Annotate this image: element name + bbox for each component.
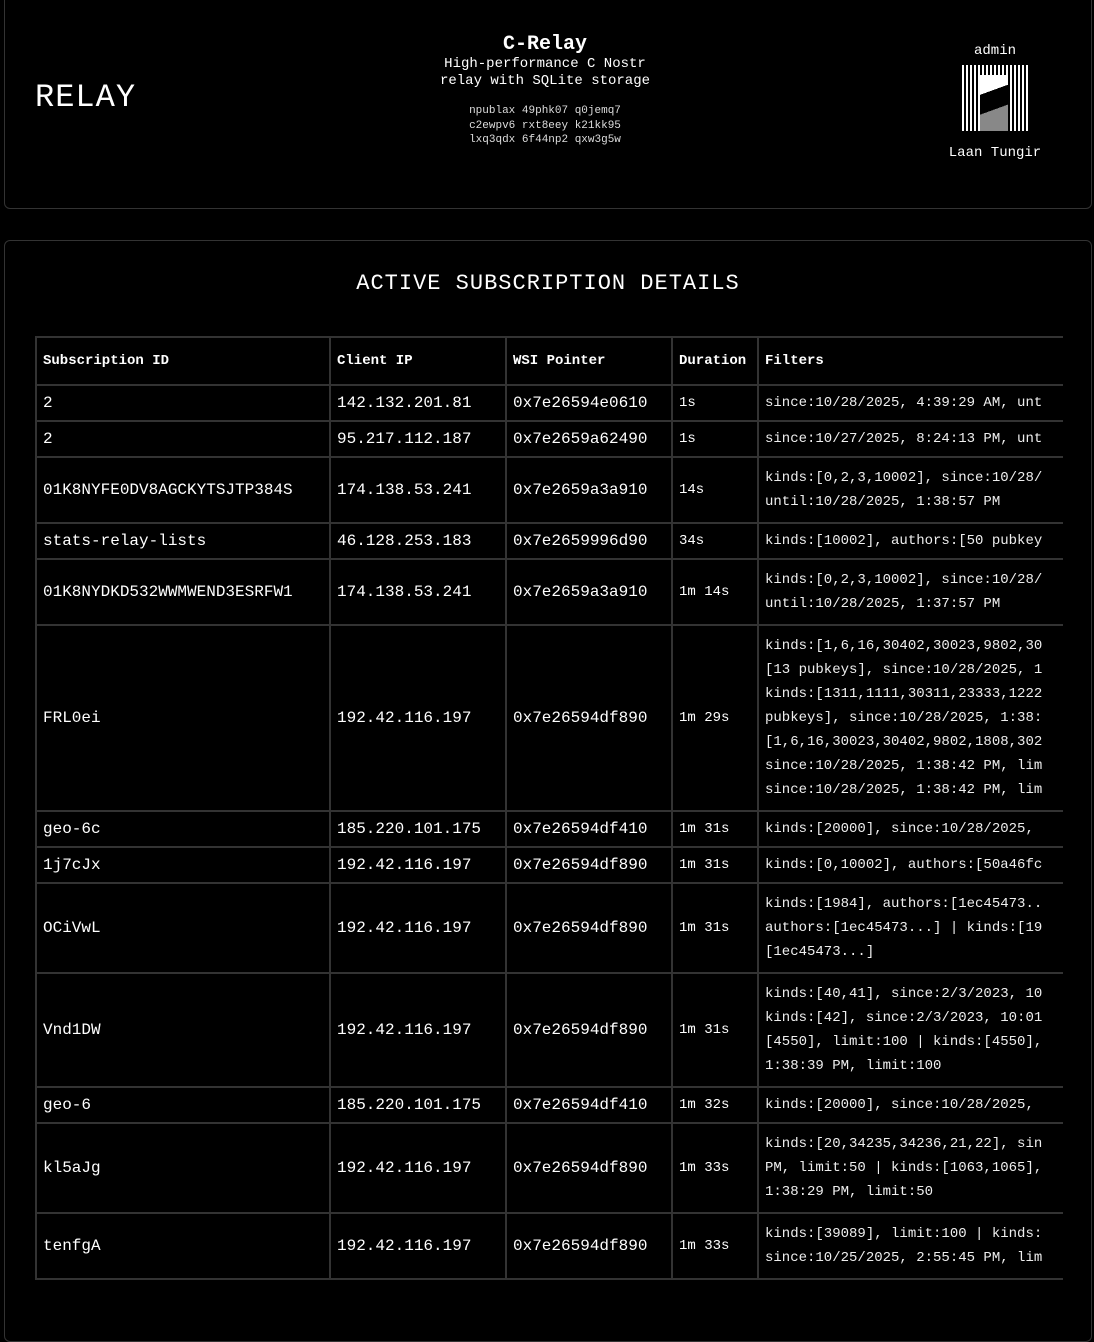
wsi-pointer: 0x7e26594df890 — [506, 1123, 672, 1213]
npub-line: npublax 49phk07 q0jemq7 — [469, 105, 621, 117]
filter-line: since:10/28/2025, 1:38:42 PM, lim — [765, 782, 1043, 798]
filter-line: kinds:[1984], authors:[1ec45473.. — [765, 896, 1043, 912]
filter-line: [13 pubkeys], since:10/28/2025, 1 — [765, 662, 1043, 678]
subscription-id: 2 — [36, 385, 330, 421]
filters — [758, 625, 1063, 811]
subscription-id: Vnd1DW — [36, 973, 330, 1087]
wsi-pointer: 0x7e26594df410 — [506, 1087, 672, 1123]
duration: 1m 14s — [672, 559, 758, 625]
relay-npub — [391, 104, 699, 148]
client-ip: 192.42.116.197 — [330, 883, 506, 973]
filter-line: kinds:[20,34235,34236,21,22], sin — [765, 1136, 1043, 1152]
wsi-pointer: 0x7e26594df890 — [506, 883, 672, 973]
duration: 1m 31s — [672, 847, 758, 883]
filter-line: kinds:[40,41], since:2/3/2023, 10 — [765, 986, 1043, 1002]
filter-line: until:10/28/2025, 1:38:57 PM — [765, 494, 1001, 510]
filters — [758, 421, 1063, 457]
filter-line: authors:[1ec45473...] | kinds:[19 — [765, 920, 1043, 936]
duration: 1m 29s — [672, 625, 758, 811]
wsi-pointer: 0x7e26594e0610 — [506, 385, 672, 421]
filters — [758, 385, 1063, 421]
header-panel — [4, 0, 1092, 209]
filter-line: [4550], limit:100 | kinds:[4550], — [765, 1034, 1043, 1050]
client-ip: 142.132.201.81 — [330, 385, 506, 421]
table-row — [36, 883, 1063, 973]
filter-line: kinds:[0,10002], authors:[50a46fc — [765, 857, 1043, 873]
filters — [758, 811, 1063, 847]
wsi-pointer: 0x7e26594df890 — [506, 625, 672, 811]
filter-line: until:10/28/2025, 1:37:57 PM — [765, 596, 1001, 612]
relay-logo: RELAY — [35, 79, 137, 116]
filter-line: kinds:[20000], since:10/28/2025, — [765, 821, 1034, 837]
wsi-pointer: 0x7e2659a3a910 — [506, 559, 672, 625]
subscription-id: FRL0ei — [36, 625, 330, 811]
duration: 1m 33s — [672, 1213, 758, 1279]
filter-line: [1ec45473...] — [765, 944, 875, 960]
wsi-pointer: 0x7e2659a62490 — [506, 421, 672, 457]
filter-line: since:10/25/2025, 2:55:45 PM, lim — [765, 1250, 1043, 1266]
filter-line: 1:38:39 PM, limit:100 — [765, 1058, 942, 1074]
table-row — [36, 421, 1063, 457]
filter-line: kinds:[39089], limit:100 | kinds: — [765, 1226, 1043, 1242]
client-ip: 192.42.116.197 — [330, 1213, 506, 1279]
filter-line: kinds:[20000], since:10/28/2025, — [765, 1097, 1034, 1113]
admin-profile[interactable] — [925, 43, 1065, 161]
wsi-pointer: 0x7e26594df890 — [506, 1213, 672, 1279]
subscription-id: tenfgA — [36, 1213, 330, 1279]
client-ip: 46.128.253.183 — [330, 523, 506, 559]
avatar[interactable] — [962, 65, 1028, 131]
filters — [758, 523, 1063, 559]
wsi-pointer: 0x7e26594df890 — [506, 973, 672, 1087]
filter-line: kinds:[0,2,3,10002], since:10/28/ — [765, 470, 1043, 486]
duration: 1m 32s — [672, 1087, 758, 1123]
table-row — [36, 811, 1063, 847]
section-title: ACTIVE SUBSCRIPTION DETAILS — [356, 271, 740, 296]
duration: 1s — [672, 385, 758, 421]
filters — [758, 457, 1063, 523]
user-name: Laan Tungir — [948, 145, 1042, 161]
filters — [758, 1087, 1063, 1123]
duration: 1m 31s — [672, 973, 758, 1087]
column-header: Client IP — [330, 337, 506, 385]
filters — [758, 559, 1063, 625]
subscription-id: OCiVwL — [36, 883, 330, 973]
filter-line: since:10/28/2025, 1:38:42 PM, lim — [765, 758, 1043, 774]
client-ip: 185.220.101.175 — [330, 1087, 506, 1123]
table-row — [36, 847, 1063, 883]
column-header: WSI Pointer — [506, 337, 672, 385]
filters — [758, 973, 1063, 1087]
wsi-pointer: 0x7e26594df890 — [506, 847, 672, 883]
client-ip: 174.138.53.241 — [330, 457, 506, 523]
filter-line: [1,6,16,30023,30402,9802,1808,302 — [765, 734, 1043, 750]
client-ip: 174.138.53.241 — [330, 559, 506, 625]
filters — [758, 883, 1063, 973]
duration: 14s — [672, 457, 758, 523]
filter-line: kinds:[1,6,16,30402,30023,9802,30 — [765, 638, 1043, 654]
relay-title: C-Relay — [502, 33, 587, 56]
duration: 1m 33s — [672, 1123, 758, 1213]
filter-line: since:10/28/2025, 4:39:29 AM, unt — [765, 395, 1043, 411]
client-ip: 192.42.116.197 — [330, 625, 506, 811]
filter-line: kinds:[42], since:2/3/2023, 10:01 — [765, 1010, 1043, 1026]
column-header: Subscription ID — [36, 337, 330, 385]
subscription-id: 01K8NYFE0DV8AGCKYTSJTP384S — [36, 457, 330, 523]
filter-line: since:10/27/2025, 8:24:13 PM, unt — [765, 431, 1043, 447]
table-header-row — [36, 337, 1063, 385]
subscription-id: kl5aJg — [36, 1123, 330, 1213]
filters — [758, 847, 1063, 883]
client-ip: 192.42.116.197 — [330, 973, 506, 1087]
duration: 1m 31s — [672, 883, 758, 973]
filter-line: kinds:[0,2,3,10002], since:10/28/ — [765, 572, 1043, 588]
table-row — [36, 625, 1063, 811]
filter-line: kinds:[1311,1111,30311,23333,1222 — [765, 686, 1043, 702]
duration: 1m 31s — [672, 811, 758, 847]
wsi-pointer: 0x7e2659a3a910 — [506, 457, 672, 523]
table-row — [36, 559, 1063, 625]
subscriptions-table — [35, 336, 1063, 1280]
relay-info — [391, 33, 699, 148]
duration: 34s — [672, 523, 758, 559]
column-header: Filters — [758, 337, 1063, 385]
table-row — [36, 1123, 1063, 1213]
filter-line: pubkeys], since:10/28/2025, 1:38: — [765, 710, 1043, 726]
table-row — [36, 973, 1063, 1087]
filter-line: PM, limit:50 | kinds:[1063,1065], — [765, 1160, 1043, 1176]
filters — [758, 1123, 1063, 1213]
table-scroll-container[interactable] — [35, 336, 1063, 1280]
filters — [758, 1213, 1063, 1279]
subscription-id: stats-relay-lists — [36, 523, 330, 559]
table-row — [36, 523, 1063, 559]
table-row — [36, 385, 1063, 421]
client-ip: 192.42.116.197 — [330, 1123, 506, 1213]
subscription-id: 01K8NYDKD532WWMWEND3ESRFW1 — [36, 559, 330, 625]
filter-line: 1:38:29 PM, limit:50 — [765, 1184, 934, 1200]
role-label: admin — [973, 43, 1016, 59]
table-row — [36, 457, 1063, 523]
subscriptions-panel — [4, 240, 1092, 1342]
npub-line: c2ewpv6 rxt8eey k21kk95 — [469, 119, 621, 132]
client-ip: 95.217.112.187 — [330, 421, 506, 457]
npub-line: lxq3qdx 6f44np2 qxw3g5w — [469, 134, 621, 146]
subscription-id: 2 — [36, 421, 330, 457]
relay-description: High-performance C Nostr relay with SQLite storage — [439, 56, 651, 89]
client-ip: 192.42.116.197 — [330, 847, 506, 883]
filter-line: kinds:[10002], authors:[50 pubkey — [765, 533, 1043, 549]
column-header: Duration — [672, 337, 758, 385]
subscription-id: 1j7cJx — [36, 847, 330, 883]
wsi-pointer: 0x7e2659996d90 — [506, 523, 672, 559]
wsi-pointer: 0x7e26594df410 — [506, 811, 672, 847]
duration: 1s — [672, 421, 758, 457]
client-ip: 185.220.101.175 — [330, 811, 506, 847]
table-row — [36, 1213, 1063, 1279]
subscription-id: geo-6 — [36, 1087, 330, 1123]
subscription-id: geo-6c — [36, 811, 330, 847]
table-row — [36, 1087, 1063, 1123]
